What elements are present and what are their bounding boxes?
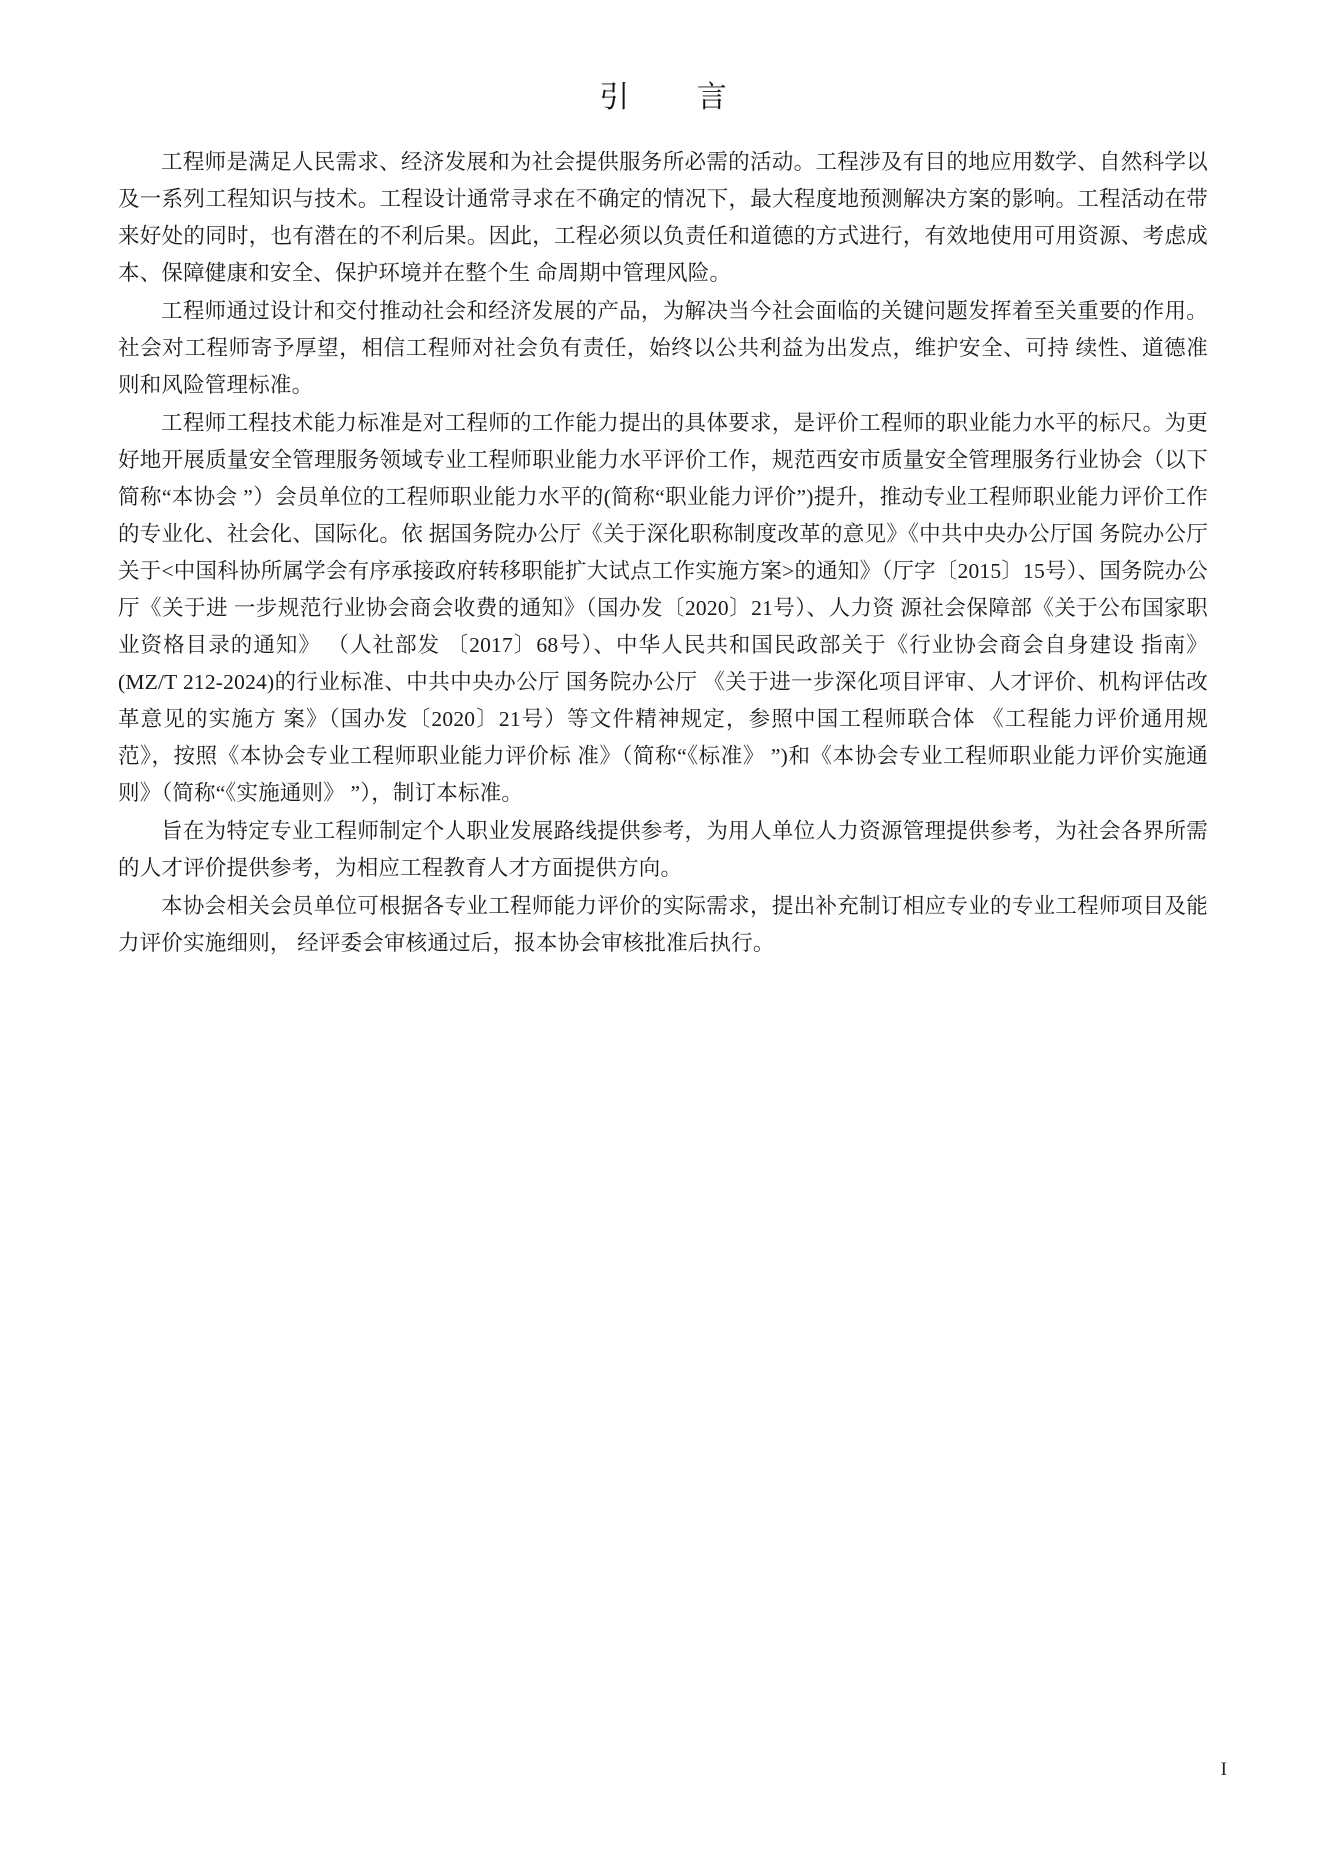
paragraph-5: 本协会相关会员单位可根据各专业工程师能力评价的实际需求，提出补充制订相应专业的专业工程师项目及能力评价实施细则， 经评委会审核通过后，报本协会审核批准后执行。 <box>118 894 1208 955</box>
page-title: 引 言 <box>599 81 757 114</box>
paragraph-1: 工程师是满足人民需求、经济发展和为社会提供服务所必需的活动。工程涉及有目的地应用数学、自然科学以及一系列工程知识与技术。工程设计通常寻求在不确定的情况下，最大程度地预测解决方案的影响。工程活动在带来好处的同时，也有潜在的不利后果。因此，工程必须以负责任和道德的方式进行，有效地使用可用资源、考虑成本、保障健康和安全、保护环境并在整个生 命周期中管理风险。 <box>118 150 1208 285</box>
paragraph-4: 旨在为特定专业工程师制定个人职业发展路线提供参考，为用人单位人力资源管理提供参考，为社会各界所需的人才评价提供参考，为相应工程教育人才方面提供方向。 <box>118 819 1208 880</box>
page-number: I <box>1220 1759 1227 1780</box>
paragraph-3: 工程师工程技术能力标准是对工程师的工作能力提出的具体要求，是评价工程师的职业能力水平的标尺。为更好地开展质量安全管理服务领域专业工程师职业能力水平评价工作，规范西安市质量安全管理服务行业协会（以下简称“本协会 ”）会员单位的工程师职业能力水平的(简称“职业能力评价”)提升，推动专业工程师职业能力评价工作的专业化、社会化、国际化。依 据国务院办公厅《关于深化职称制度改革的意见》《中共中央办公厅国 务院办公厅关于<中国科协所属学会有序承接政府转移职能扩大试点工作实施方案>的通知》（厅字〔2015〕15号）、国务院办公厅《关于进 一步规范行业协会商会收费的通知》（国办发〔2020〕21号）、人力资 源社会保障部《关于公布国家职业资格目录的通知》 （人社部发 〔2017〕68号）、中华人民共和国民政部关于《行业协会商会自身建设 指南》 (MZ/T 212-2024)的行业标准、中共中央办公厅 国务院办公厅 《关于进一步深化项目评审、人才评价、机构评估改革意见的实施方 案》（国办发〔2020〕21号）等文件精神规定，参照中国工程师联合体 《工程能力评价通用规范》，按照《本协会专业工程师职业能力评价标 准》（简称“《标准》 ”)和《本协会专业工程师职业能力评价实施通则》（简称“《实施通则》 ”），制订本标准。 <box>118 411 1208 805</box>
document-body <box>118 72 1208 963</box>
paragraph-2: 工程师通过设计和交付推动社会和经济发展的产品，为解决当今社会面临的关键问题发挥着至关重要的作用。社会对工程师寄予厚望，相信工程师对社会负有责任，始终以公共利益为出发点，维护安全、可持 续性、道德准则和风险管理标准。 <box>118 299 1208 397</box>
